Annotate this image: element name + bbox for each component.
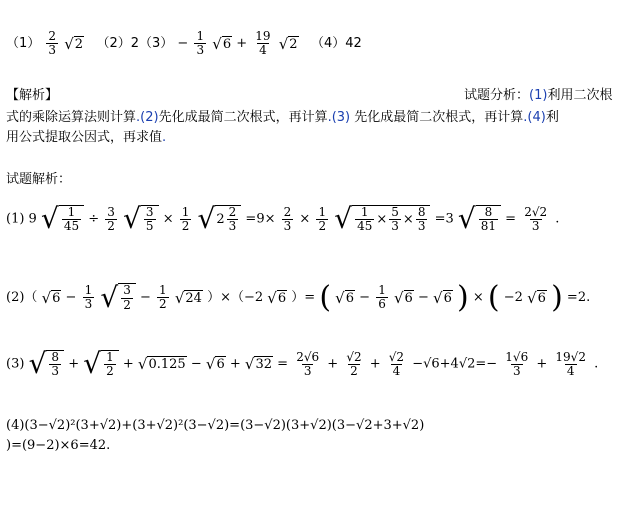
answer-4: （4）42	[310, 36, 362, 52]
eq2-radical-3: √ 24	[174, 288, 202, 307]
eq1-fraction-2: $\frac{1}{2}$	[181, 204, 190, 233]
eq2-fraction-1: $\frac{1}{3}$	[84, 282, 93, 311]
answers-line	[6, 30, 362, 57]
eq1-radical-1: √ $\frac{1}{45}$	[41, 205, 84, 233]
answer-1-label: （1）	[6, 36, 41, 52]
eq2-inner-radical-3: √ 6	[433, 288, 452, 307]
eq2-inner-radical-4: √ 6	[527, 288, 546, 307]
analysis-intro-label: 试题分析：	[464, 88, 530, 103]
eq2-radical-2: √ $\frac{3}{2}$	[100, 283, 135, 311]
eq2-fraction-2: $\frac{1}{2}$	[159, 282, 167, 311]
answer-3-fraction-1: $\frac{1}{3}$	[196, 29, 205, 58]
analysis-line-1	[6, 84, 626, 103]
analysis-point-3: .(3)	[327, 110, 355, 125]
eq3-fraction-2: $\frac{√2}{2}$	[346, 349, 362, 378]
answer-3-fraction-2: $\frac{19}{4}$	[255, 29, 271, 58]
eq2-radical-1: √ 6	[41, 288, 61, 307]
eq1-fraction-4: $\frac{1}{2}$	[318, 204, 327, 233]
analysis-text-2: 式的乘除运算法则计算	[6, 110, 137, 125]
equation-1: (1) 9 √ $\frac{1}{45}$ ÷ $\frac{3}{2}$ √ $\frac{3}{5}$ × $\frac{1}{2}$ √ 2 $\frac{2}{3}$ =9× $\frac{2}{3}$ × $\frac{1}{2}$ √ $\frac{1}{45}$ × $\frac{5}{3}$ × $\frac{8}{3}$ =3 √ $\frac{8}{81}$ = $\frac{2√2}{3}$ .	[6, 202, 560, 236]
answer-1-radical: √ 2	[64, 34, 84, 53]
equation-2: (2)（ √ 6 − $\frac{1}{3}$ √ $\frac{3}{2}$ − $\frac{1}{2}$ √ 24 ）×（−2 √ 6 ）= ( √ 6 − $\frac{1}{6}$ √ 6 − √ 6 ) × ( −2 √ 6 ) =2.	[6, 280, 591, 315]
eq1-radical-2: √ $\frac{3}{5}$	[123, 205, 158, 233]
analysis-point-4: .(4)	[523, 110, 546, 125]
eq2-inner-radical-1: √ 6	[335, 288, 355, 307]
answer-2: （2）2（3）	[96, 36, 174, 52]
eq3-fraction-4: $\frac{1√6}{3}$	[505, 349, 529, 378]
eq2-inner-radical-2: √ 6	[393, 288, 413, 307]
answer-1-fraction: $\frac{2}{3}$	[48, 29, 57, 58]
answer-3-plus: +	[236, 36, 248, 52]
equation-4-line-1: (4)(3−√2)²(3+√2)+(3+√2)²(3−√2)=(3−√2)(3+√2)(3−√2+3+√2)	[6, 418, 425, 433]
analysis-point-1: (1)	[529, 88, 548, 103]
analysis-text-1: 利用二次根	[547, 88, 613, 103]
analysis-point-5: .	[162, 130, 167, 145]
analysis-point-2: .(2)	[136, 110, 159, 125]
eq3-radical-5: √ 32	[244, 355, 273, 374]
solution-label: 试题解析：	[6, 172, 72, 187]
analysis-text-3: 先化成最简二次根式，再计算	[158, 110, 328, 125]
eq3-radical-4: √ 6	[205, 355, 225, 374]
analysis-heading: 【解析】	[6, 88, 59, 103]
eq3-radical-3: √ 0.125	[137, 355, 186, 374]
eq3-fraction-5: $\frac{19√2}{4}$	[555, 349, 586, 378]
answer-3-sign: −	[177, 36, 189, 52]
analysis-line-3	[6, 126, 166, 145]
eq3-radical-2: √ $\frac{1}{2}$	[83, 350, 118, 378]
eq1-radical-4: √ $\frac{8}{81}$	[458, 205, 501, 233]
equation-3: (3) √ $\frac{8}{3}$ + √ $\frac{1}{2}$ + √ 0.125 − √ 6 + √ 32 = $\frac{2√6}{3}$ + $\frac{√2}{2}$ + $\frac{√2}{4}$ −√6+4√2=− $\frac{1√6}{3}$ + $\frac{19√2}{4}$ .	[6, 347, 599, 381]
eq3-fraction-3: $\frac{√2}{4}$	[388, 349, 405, 378]
eq2-inner-fraction: $\frac{1}{6}$	[378, 282, 386, 311]
eq3-radical-1: √ $\frac{8}{3}$	[29, 350, 64, 378]
answer-3-radical-1: √ 6	[212, 34, 232, 53]
analysis-text-5: 利	[545, 110, 559, 125]
eq1-radical-big: √ $\frac{1}{45}$ × $\frac{5}{3}$ × $\frac{8}{3}$	[334, 205, 430, 233]
equation-4-line-2: )=(9−2)×6=42.	[6, 438, 111, 453]
eq1-fraction-1: $\frac{3}{2}$	[107, 204, 115, 233]
analysis-text-6: 用公式提取公因式，再求值	[6, 130, 163, 145]
analysis-line-2	[6, 106, 559, 125]
eq1-fraction-3: $\frac{2}{3}$	[283, 204, 292, 233]
analysis-text-4: 先化成最简二次根式，再计算	[354, 110, 524, 125]
eq2-radical-4: √ 6	[267, 288, 287, 307]
eq3-fraction-1: $\frac{2√6}{3}$	[296, 349, 320, 378]
eq1-result: $\frac{2√2}{3}$	[524, 204, 548, 233]
eq1-radical-3: √ 2 $\frac{2}{3}$	[198, 205, 242, 233]
answer-3-radical-2: √ 2	[278, 34, 298, 53]
